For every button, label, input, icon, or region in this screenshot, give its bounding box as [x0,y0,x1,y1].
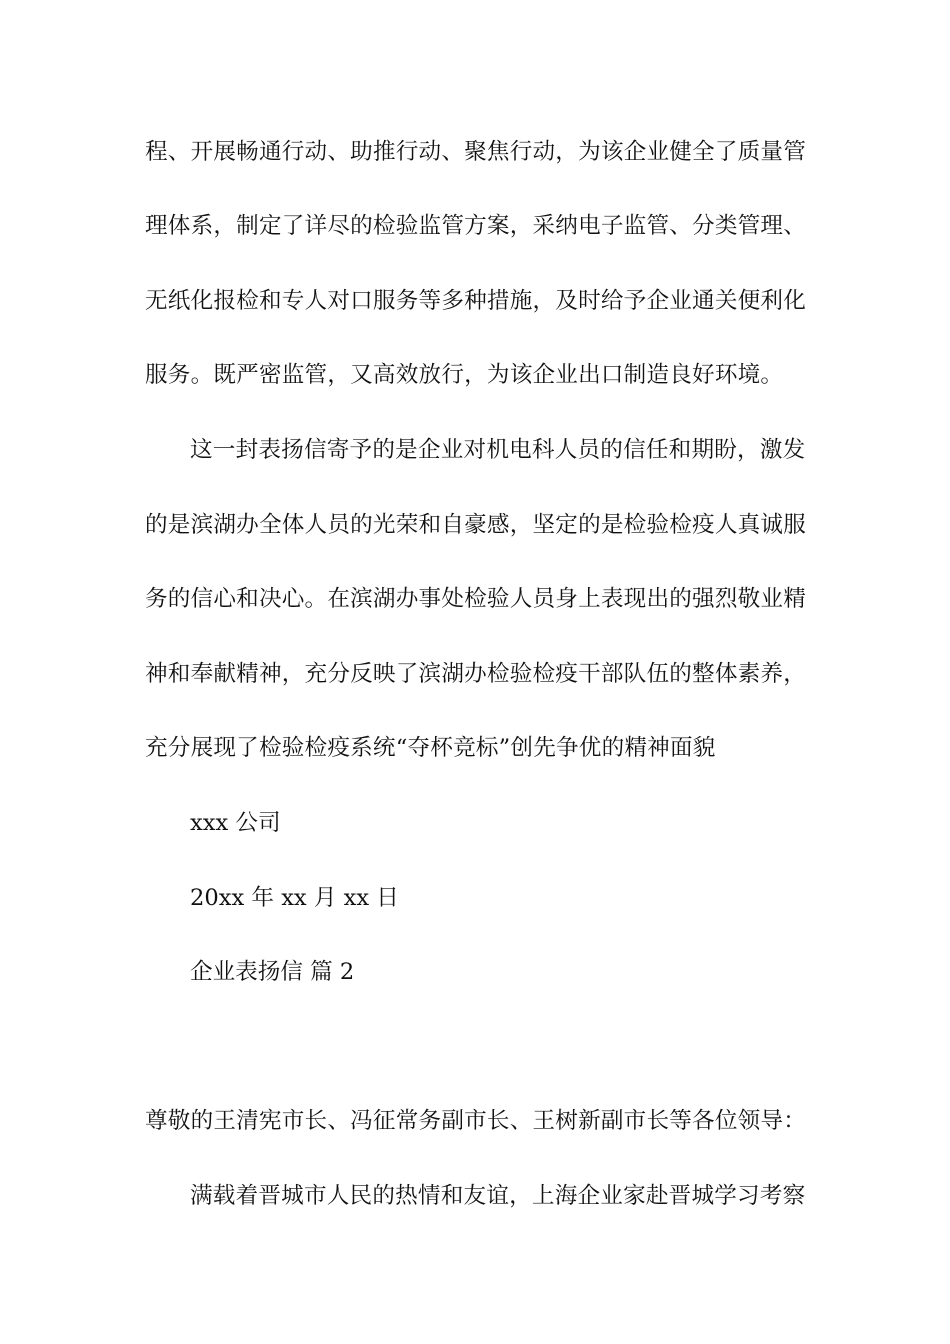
paragraph-first-line: 这一封表扬信寄予的是企业对机电科人员的信任和期盼，激发 [190,437,806,463]
body-text-line: 的是滨湖办全体人员的光荣和自豪感，坚定的是检验检疫人真诚服 [145,512,807,538]
body-text-line: 理体系，制定了详尽的检验监管方案，采纳电子监管、分类管理、 [145,213,807,239]
body-text-line: 无纸化报检和专人对口服务等多种措施，及时给予企业通关便利化 [145,288,807,314]
section-heading: 企业表扬信 篇 2 [190,959,355,985]
body-text-line: 务的信心和决心。在滨湖办事处检验人员身上表现出的强烈敬业精 [145,586,807,612]
body-text-line: 程、开展畅通行动、助推行动、聚焦行动，为该企业健全了质量管 [145,139,807,165]
body-text-line: 神和奉献精神，充分反映了滨湖办检验检疫干部队伍的整体素养， [145,661,807,687]
signature-company: xxx 公司 [190,810,281,836]
salutation: 尊敬的王清宪市长、冯征常务副市长、王树新副市长等各位领导： [145,1108,807,1134]
signature-date: 20xx 年 xx 月 xx 日 [190,885,399,911]
paragraph-first-line: 满载着晋城市人民的热情和友谊，上海企业家赴晋城学习考察 [190,1183,806,1209]
body-text-line: 服务。既严密监管，又高效放行，为该企业出口制造良好环境。 [145,362,784,388]
body-text-line: 充分展现了检验检疫系统“夺杯竞标”创先争优的精神面貌 [145,735,716,761]
